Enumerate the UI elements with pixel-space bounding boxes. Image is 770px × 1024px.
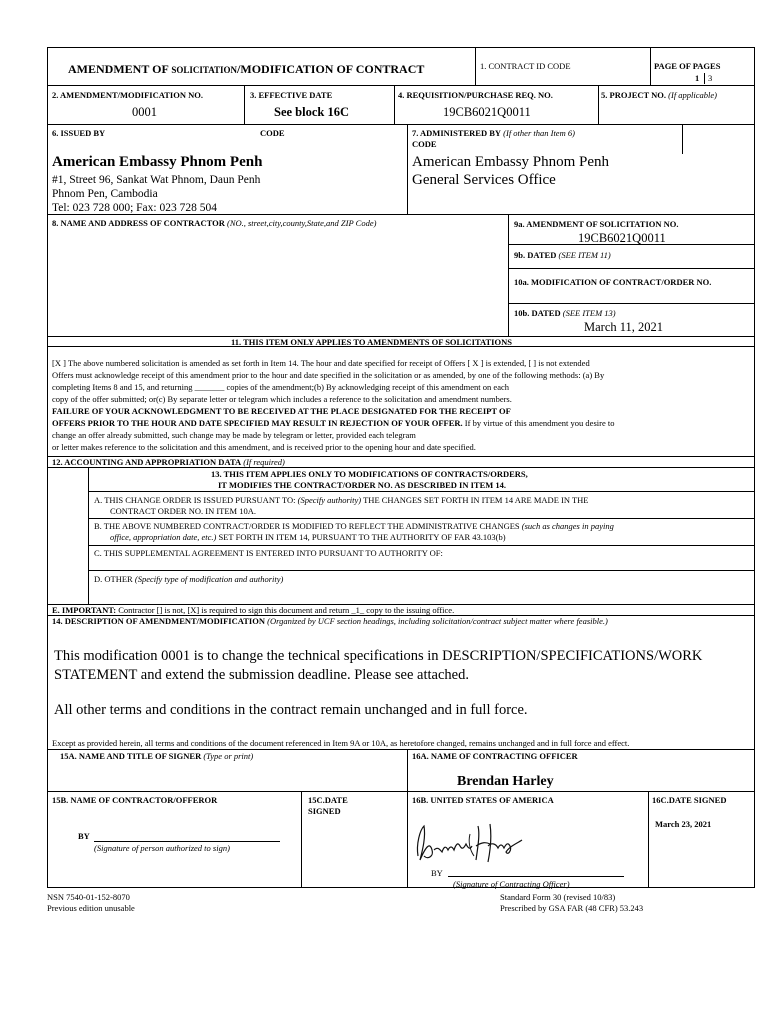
issuer-phone: Tel: 023 728 000; Fax: 023 728 504 <box>52 202 217 214</box>
amend-solicitation-value: 19CB6021Q0011 <box>578 231 666 245</box>
sf30-form <box>47 47 755 888</box>
administered-code-label: CODE <box>412 139 437 149</box>
previous-edition: Previous edition unusable <box>47 903 135 913</box>
date-16c-value: March 23, 2021 <box>655 819 712 829</box>
page-number: 1 <box>695 73 700 83</box>
gsa-prescribed: Prescribed by GSA FAR (48 CFR) 53.243 <box>500 903 644 913</box>
amend-solicitation-label: 9a. AMENDMENT OF SOLICITATION NO. <box>514 219 679 229</box>
page-total: 3 <box>708 73 713 83</box>
officer-by: BY <box>431 868 443 878</box>
signer-15a-label: 15A. NAME AND TITLE OF SIGNER (Type or print) <box>60 751 254 761</box>
description-line-3: All other terms and conditions in the contract remain unchanged and in full force. <box>54 702 528 718</box>
item11-heading: 11. THIS ITEM ONLY APPLIES TO AMENDMENTS OF SOLICITATIONS <box>231 337 512 347</box>
item11-line-5: FAILURE OF YOUR ACKNOWLEDGMENT TO BE RECEIVED AT THE PLACE DESIGNATED FOR THE RECEIPT OF <box>52 406 511 416</box>
modification-no-label: 10a. MODIFICATION OF CONTRACT/ORDER NO. <box>514 277 712 287</box>
issuer-name: American Embassy Phnom Penh <box>52 154 263 170</box>
officer-signature-caption: (Signature of Contracting Officer) <box>453 879 570 889</box>
administrator-office: General Services Office <box>412 172 556 188</box>
item14-label: 14. DESCRIPTION OF AMENDMENT/MODIFICATION (Organized by UCF section headings, including solicitation/contract subject matter where feasible.) <box>52 616 608 626</box>
item13-option-d: D. OTHER (Specify type of modification and authority) <box>94 574 284 584</box>
description-line-2: STATEMENT and extend the submission deadline. Please see attached. <box>54 667 469 683</box>
dated-10b-label: 10b. DATED (SEE ITEM 13) <box>514 308 616 318</box>
dated-10b-value: March 11, 2021 <box>584 320 664 334</box>
amendment-no-value: 0001 <box>132 105 157 119</box>
important-note: E. IMPORTANT: Contractor [] is not, [X] is required to sign this document and return _1_ copy to the issuing office. <box>52 605 455 615</box>
item13-option-c: C. THIS SUPPLEMENTAL AGREEMENT IS ENTERED INTO PURSUANT TO AUTHORITY OF: <box>94 548 443 558</box>
contractor-signature-caption: (Signature of person authorized to sign) <box>94 843 230 853</box>
item13-option-b-2: office, appropriation date, etc.) SET FORTH IN ITEM 14, PURSUANT TO THE AUTHORITY OF FAR 43.103(b) <box>110 532 506 542</box>
item13-heading-1: 13. THIS ITEM APPLIES ONLY TO MODIFICATIONS OF CONTRACTS/ORDERS, <box>211 469 528 479</box>
item11-line-8: or letter makes reference to the solicitation and this amendment, and is received prior to the opening hour and date specified. <box>52 442 476 452</box>
administered-by-label: 7. ADMINISTERED BY (If other than Item 6) <box>412 128 575 138</box>
page-label: PAGE OF PAGES <box>654 61 721 71</box>
contractor-label: 8. NAME AND ADDRESS OF CONTRACTOR (NO., street,city,county,State,and ZIP Code) <box>52 218 377 228</box>
standard-form: Standard Form 30 (revised 10/83) <box>500 892 616 902</box>
contract-id-label: 1. CONTRACT ID CODE <box>480 61 571 71</box>
item11-line-6: OFFERS PRIOR TO THE HOUR AND DATE SPECIFIED MAY RESULT IN REJECTION OF YOUR OFFER. If by virtue of this amendment you desire to <box>52 418 615 428</box>
item11-line-2: Offers must acknowledge receipt of this amendment prior to the hour and date specified in the solicitation or as amended, by one of the following methods: (a) By <box>52 370 605 380</box>
item11-line-4: copy of the offer submitted; or(c) By separate letter or telegram which includes a reference to the solicitation and amendment numbers. <box>52 394 512 404</box>
issued-code-label: CODE <box>260 128 285 138</box>
project-no-label: 5. PROJECT NO. (If applicable) <box>601 90 718 100</box>
contracting-officer-name: Brendan Harley <box>457 774 554 789</box>
item13-option-a-2: CONTRACT ORDER NO. IN ITEM 10A. <box>110 506 256 516</box>
amendment-no-label: 2. AMENDMENT/MODIFICATION NO. <box>52 90 203 100</box>
form-title: AMENDMENT OF SOLICITATION/MODIFICATION OF CONTRACT <box>68 62 425 76</box>
requisition-value: 19CB6021Q0011 <box>443 105 531 119</box>
item12-label: 12. ACCOUNTING AND APPROPRIATION DATA (If required) <box>52 457 285 467</box>
item13-option-b: B. THE ABOVE NUMBERED CONTRACT/ORDER IS MODIFIED TO REFLECT THE ADMINISTRATIVE CHANGES (such as changes in paying <box>94 521 614 531</box>
contractor-by: BY <box>78 831 90 841</box>
effective-date-label: 3. EFFECTIVE DATE <box>250 90 333 100</box>
issuer-address-2: Phnom Pen, Cambodia <box>52 188 158 200</box>
date-15c-label-2: SIGNED <box>308 806 341 816</box>
officer-16a-label: 16A. NAME OF CONTRACTING OFFICER <box>412 751 578 761</box>
administrator-name: American Embassy Phnom Penh <box>412 154 610 170</box>
item11-line-7: change an offer already submitted, such change may be made by telegram or letter, provided each telegram <box>52 430 416 440</box>
date-15c-label-1: 15C.DATE <box>308 795 348 805</box>
nsn-number: NSN 7540-01-152-8070 <box>47 892 130 902</box>
item13-heading-2: IT MODIFIES THE CONTRACT/ORDER NO. AS DESCRIBED IN ITEM 14. <box>218 480 507 490</box>
issued-by-label: 6. ISSUED BY <box>52 128 106 138</box>
item13-option-a: A. THIS CHANGE ORDER IS ISSUED PURSUANT TO: (Specify authority) THE CHANGES SET FORTH IN ITEM 14 ARE MADE IN THE <box>94 495 589 505</box>
officer-signature <box>412 816 532 872</box>
effective-date-value: See block 16C <box>274 105 349 119</box>
contractor-15b-label: 15B. NAME OF CONTRACTOR/OFFEROR <box>52 795 218 805</box>
item11-line-3: completing Items 8 and 15, and returning _______ copies of the amendment;(b) By acknowledging receipt of this amendment on each <box>52 382 509 392</box>
description-line-1: This modification 0001 is to change the technical specifications in DESCRIPTION/SPECIFICATIONS/WORK <box>54 648 703 664</box>
dated-9b-label: 9b. DATED (SEE ITEM 11) <box>514 250 611 260</box>
requisition-label: 4. REQUISITION/PURCHASE REQ. NO. <box>398 90 553 100</box>
date-16c-label: 16C.DATE SIGNED <box>652 795 727 805</box>
except-clause: Except as provided herein, all terms and conditions of the document referenced in Item 9A or 10A, as heretofore changed, remains unchanged and in full force and effect. <box>52 738 630 748</box>
issuer-address-1: #1, Street 96, Sankat Wat Phnom, Daun Penh <box>52 174 261 186</box>
item11-line-1: [X ] The above numbered solicitation is amended as set forth in Item 14. The hour and date specified for receipt of Offers [ X ] is extended, [ ] is not extended <box>52 358 590 368</box>
usa-16b-label: 16B. UNITED STATES OF AMERICA <box>412 795 554 805</box>
